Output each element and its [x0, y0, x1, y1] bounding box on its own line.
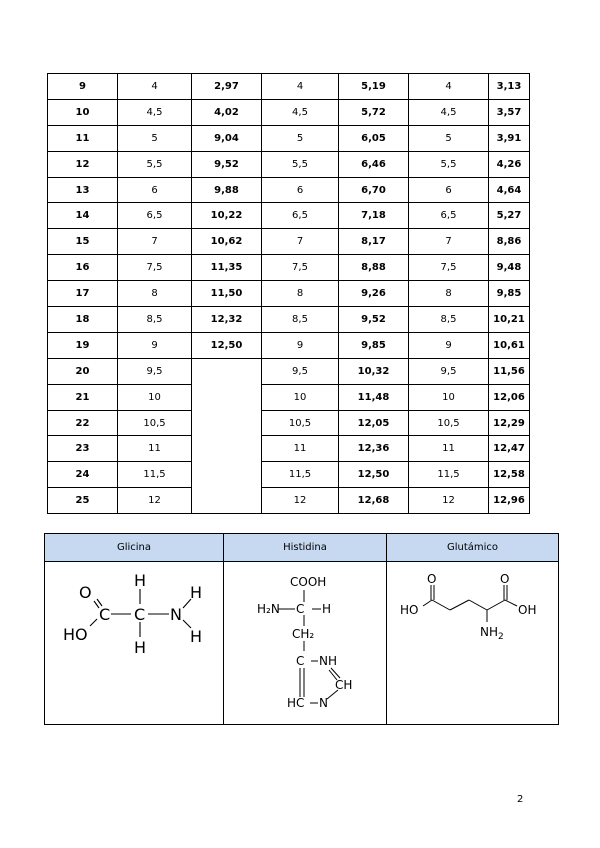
histidine-ch2: CH₂: [292, 627, 315, 641]
table-cell: 9,5: [118, 358, 192, 384]
table-cell: 24: [48, 462, 118, 488]
table-cell: 9: [409, 332, 489, 358]
histidine-h: H: [322, 602, 332, 616]
table-cell: 4: [409, 74, 489, 100]
table-cell: 12,32: [192, 307, 262, 333]
table-row: [48, 74, 530, 100]
empty-merged-cell: [192, 358, 262, 513]
table-cell: 11,56: [489, 358, 530, 384]
table-cell: 3,13: [489, 74, 530, 100]
table-cell: 15: [48, 229, 118, 255]
table-cell: 4,26: [489, 151, 530, 177]
table-cell: 11: [48, 125, 118, 151]
table-cell: 19: [48, 332, 118, 358]
table-cell: 9,52: [339, 307, 409, 333]
table-cell: 6,5: [118, 203, 192, 229]
table-cell: 3,91: [489, 125, 530, 151]
table-cell: 9,5: [262, 358, 339, 384]
table-row: [48, 358, 530, 384]
table-cell: 5: [409, 125, 489, 151]
table-cell: 10: [48, 99, 118, 125]
histidine-h2n: H₂N: [257, 602, 280, 616]
table-cell: 9,26: [339, 281, 409, 307]
page-number: 2: [517, 794, 524, 805]
table-cell: 14: [48, 203, 118, 229]
table-row: [48, 410, 530, 436]
table-cell: 20: [48, 358, 118, 384]
table-cell: 6: [118, 177, 192, 203]
table-cell: 7,5: [118, 255, 192, 281]
table-cell: 9,88: [192, 177, 262, 203]
table-cell: 12,05: [339, 410, 409, 436]
table-cell: 5,27: [489, 203, 530, 229]
table-row: [48, 99, 530, 125]
table-cell: 7: [262, 229, 339, 255]
data-table: [47, 73, 530, 514]
table-cell: 10: [409, 384, 489, 410]
table-cell: 12: [409, 488, 489, 514]
table-cell: 10,5: [409, 410, 489, 436]
table-cell: 12: [262, 488, 339, 514]
histidine-c-ring: C: [296, 654, 305, 668]
table-cell: 11: [262, 436, 339, 462]
glycine-h-bottom: H: [134, 638, 147, 657]
table-row: [48, 151, 530, 177]
table-cell: 6,05: [339, 125, 409, 151]
table-cell: 5,5: [409, 151, 489, 177]
table-cell: 6: [262, 177, 339, 203]
table-cell: 11,5: [262, 462, 339, 488]
table-cell: 9,85: [489, 281, 530, 307]
table-cell: 5,72: [339, 99, 409, 125]
table-cell: 17: [48, 281, 118, 307]
table-row: [48, 488, 530, 514]
table-cell: 25: [48, 488, 118, 514]
table-row: [48, 177, 530, 203]
histidine-structure: [224, 562, 386, 724]
table-cell: 11: [118, 436, 192, 462]
table-cell: 4,5: [262, 99, 339, 125]
table-cell: 10,22: [192, 203, 262, 229]
table-cell: 23: [48, 436, 118, 462]
table-cell: 11,50: [192, 281, 262, 307]
table-cell: 10,21: [489, 307, 530, 333]
glutamic-o-right: O: [500, 572, 510, 586]
histidine-ch: CH: [335, 678, 353, 692]
data-table-body: [48, 74, 530, 514]
table-cell: 9: [262, 332, 339, 358]
table-cell: 4,5: [118, 99, 192, 125]
glycine-cell: [45, 562, 224, 725]
table-cell: 9,04: [192, 125, 262, 151]
table-cell: 6,5: [409, 203, 489, 229]
table-cell: 8,86: [489, 229, 530, 255]
glycine-n: N: [170, 605, 182, 624]
table-cell: 11: [409, 436, 489, 462]
table-cell: 6: [409, 177, 489, 203]
table-cell: 11,5: [409, 462, 489, 488]
table-cell: 2,97: [192, 74, 262, 100]
table-cell: 6,70: [339, 177, 409, 203]
glycine-h-n1: H: [190, 583, 203, 602]
table-cell: 12: [48, 151, 118, 177]
histidine-n: N: [319, 696, 328, 710]
table-cell: 6,46: [339, 151, 409, 177]
glutamic-nh2: $NH_2$: [480, 625, 504, 642]
table-row: [48, 436, 530, 462]
table-cell: 8,5: [409, 307, 489, 333]
table-cell: 10,32: [339, 358, 409, 384]
table-cell: 12,29: [489, 410, 530, 436]
table-cell: 7,5: [262, 255, 339, 281]
table-cell: 3,57: [489, 99, 530, 125]
table-cell: 7: [409, 229, 489, 255]
table-cell: 9: [48, 74, 118, 100]
table-row: [48, 203, 530, 229]
table-cell: 13: [48, 177, 118, 203]
table-row: [48, 281, 530, 307]
table-cell: 12,36: [339, 436, 409, 462]
table-cell: 10: [262, 384, 339, 410]
table-cell: 7,5: [409, 255, 489, 281]
table-cell: 8: [409, 281, 489, 307]
table-cell: 8: [118, 281, 192, 307]
table-cell: 9,48: [489, 255, 530, 281]
table-cell: 9,5: [409, 358, 489, 384]
table-cell: 4: [118, 74, 192, 100]
table-cell: 5: [118, 125, 192, 151]
glycine-ho: HO: [63, 625, 88, 644]
histidine-cooh: COOH: [290, 575, 327, 589]
table-cell: 12,96: [489, 488, 530, 514]
table-cell: 9,52: [192, 151, 262, 177]
table-cell: 4: [262, 74, 339, 100]
table-cell: 12,50: [192, 332, 262, 358]
table-row: [48, 125, 530, 151]
table-cell: 11,48: [339, 384, 409, 410]
table-cell: 12,68: [339, 488, 409, 514]
amino-acid-table: [44, 533, 559, 725]
histidine-hc: HC: [287, 696, 305, 710]
table-cell: 8,88: [339, 255, 409, 281]
glycine-structure: [45, 562, 223, 724]
histidine-c-alpha: C: [296, 602, 305, 616]
table-cell: 4,64: [489, 177, 530, 203]
glutamic-ho: HO: [400, 603, 419, 617]
table-row: [48, 462, 530, 488]
header-histidine: Histidina: [224, 534, 387, 562]
table-cell: 5,19: [339, 74, 409, 100]
table-cell: 10,5: [118, 410, 192, 436]
table-cell: 6,5: [262, 203, 339, 229]
table-cell: 8,5: [118, 307, 192, 333]
histidine-cell: [224, 562, 387, 725]
table-cell: 9,85: [339, 332, 409, 358]
table-cell: 22: [48, 410, 118, 436]
table-cell: 12,50: [339, 462, 409, 488]
table-cell: 7: [118, 229, 192, 255]
structure-row: [45, 562, 559, 725]
header-glycine: Glicina: [45, 534, 224, 562]
table-cell: 12,47: [489, 436, 530, 462]
table-cell: 5: [262, 125, 339, 151]
table-cell: 7,18: [339, 203, 409, 229]
table-cell: 5,5: [118, 151, 192, 177]
table-cell: 5,5: [262, 151, 339, 177]
table-row: [48, 229, 530, 255]
glycine-c1: C: [99, 605, 111, 624]
glycine-h-n2: H: [190, 627, 203, 646]
table-cell: 9: [118, 332, 192, 358]
table-cell: 11,35: [192, 255, 262, 281]
table-cell: 12,06: [489, 384, 530, 410]
table-cell: 12,58: [489, 462, 530, 488]
table-cell: 10,62: [192, 229, 262, 255]
table-cell: 10,5: [262, 410, 339, 436]
table-cell: 11,5: [118, 462, 192, 488]
table-cell: 8: [262, 281, 339, 307]
table-row: [48, 332, 530, 358]
glycine-c2: C: [134, 605, 146, 624]
glutamic-oh: OH: [518, 603, 537, 617]
glutamic-o-left: O: [427, 572, 437, 586]
table-cell: 10,61: [489, 332, 530, 358]
table-cell: 18: [48, 307, 118, 333]
table-cell: 8,17: [339, 229, 409, 255]
glutamic-structure: [387, 562, 558, 724]
table-row: [48, 307, 530, 333]
histidine-nh: NH: [319, 654, 337, 668]
table-row: [48, 255, 530, 281]
table-cell: 12: [118, 488, 192, 514]
table-cell: 4,5: [409, 99, 489, 125]
table-row: [48, 384, 530, 410]
header-glutamic: Glutámico: [387, 534, 559, 562]
glycine-o: O: [79, 583, 92, 602]
table-cell: 10: [118, 384, 192, 410]
table-cell: 16: [48, 255, 118, 281]
amino-acid-header-row: [45, 534, 559, 562]
glycine-h-top: H: [134, 571, 147, 590]
glutamic-cell: [387, 562, 559, 725]
table-cell: 8,5: [262, 307, 339, 333]
table-cell: 21: [48, 384, 118, 410]
table-cell: 4,02: [192, 99, 262, 125]
